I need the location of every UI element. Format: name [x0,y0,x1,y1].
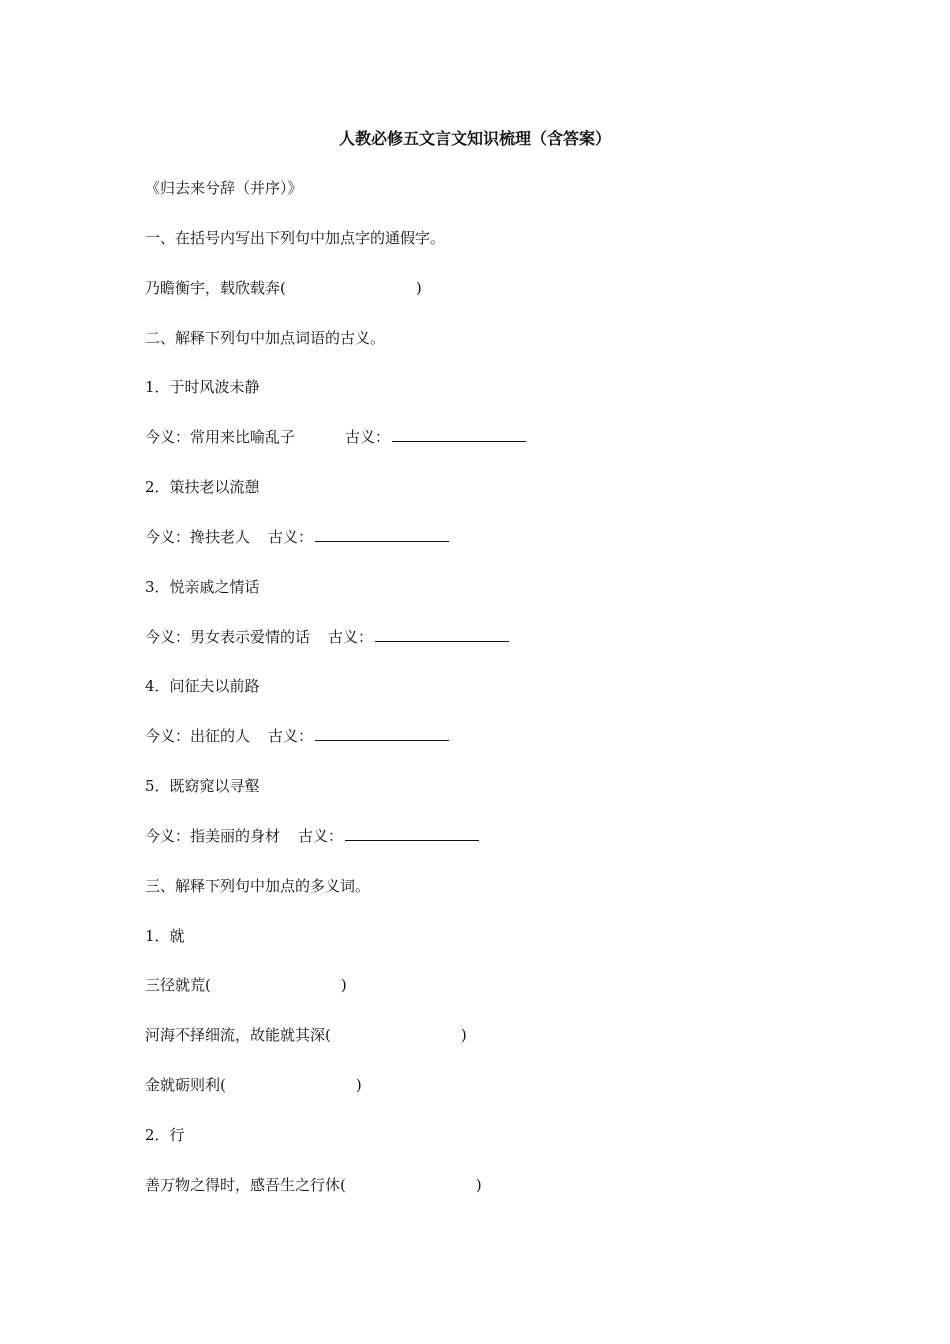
meaning-line [145,726,449,746]
item-heading: 2．行 [145,1126,185,1144]
ancient-label: 古义： [268,727,314,745]
ancient-label: 古义： [345,428,391,446]
modern-meaning: 今义：指美丽的身材 [145,827,281,845]
sentence-text: 金就砺则利( [145,1076,226,1094]
modern-meaning: 今义：出征的人 [145,727,251,745]
sentence-text: 善万物之得时，感吾生之行休( [145,1176,346,1194]
item-heading: 2．策扶老以流憩 [145,478,260,496]
fill-blank-line [145,1075,362,1095]
page-title: 人教必修五文言文知识梳理（含答案） [338,129,611,148]
close-paren: ) [355,1076,362,1094]
modern-meaning: 今义：男女表示爱情的话 [145,628,311,646]
close-paren: ) [475,1176,482,1194]
modern-meaning: 今义：搀扶老人 [145,528,251,546]
sentence-text: 三径就荒( [145,976,211,994]
ancient-label: 古义： [268,528,314,546]
item-heading: 5．既窈窕以寻壑 [145,777,260,795]
answer-underline[interactable] [345,826,479,841]
close-paren: ) [415,279,422,297]
fill-blank-line [145,1025,467,1045]
answer-underline[interactable] [315,527,449,542]
item-heading: 3．悦亲戚之情话 [145,578,260,596]
section-heading: 《归去来兮辞（并序）》 [145,179,303,197]
question-heading: 一、在括号内写出下列句中加点字的通假字。 [145,229,446,247]
meaning-line [145,427,526,447]
fill-blank-line [145,278,422,298]
answer-underline[interactable] [375,627,509,642]
sentence-text: 河海不择细流，故能就其深( [145,1026,331,1044]
item-heading: 4．问征夫以前路 [145,677,260,695]
question-heading: 二、解释下列句中加点词语的古义。 [145,329,386,347]
item-heading: 1．就 [145,927,185,945]
close-paren: ) [460,1026,467,1044]
meaning-line [145,826,479,846]
meaning-line [145,527,449,547]
close-paren: ) [340,976,347,994]
sentence-text: 乃瞻衡宇，载欣载奔( [145,279,286,297]
answer-underline[interactable] [392,427,526,442]
modern-meaning: 今义：常用来比喻乱子 [145,428,296,446]
fill-blank-line [145,1175,482,1195]
answer-underline[interactable] [315,726,449,741]
item-heading: 1．于时风波未静 [145,378,260,396]
meaning-line [145,627,509,647]
ancient-label: 古义： [328,628,374,646]
ancient-label: 古义： [298,827,344,845]
question-heading: 三、解释下列句中加点的多义词。 [145,877,371,895]
fill-blank-line [145,975,347,995]
